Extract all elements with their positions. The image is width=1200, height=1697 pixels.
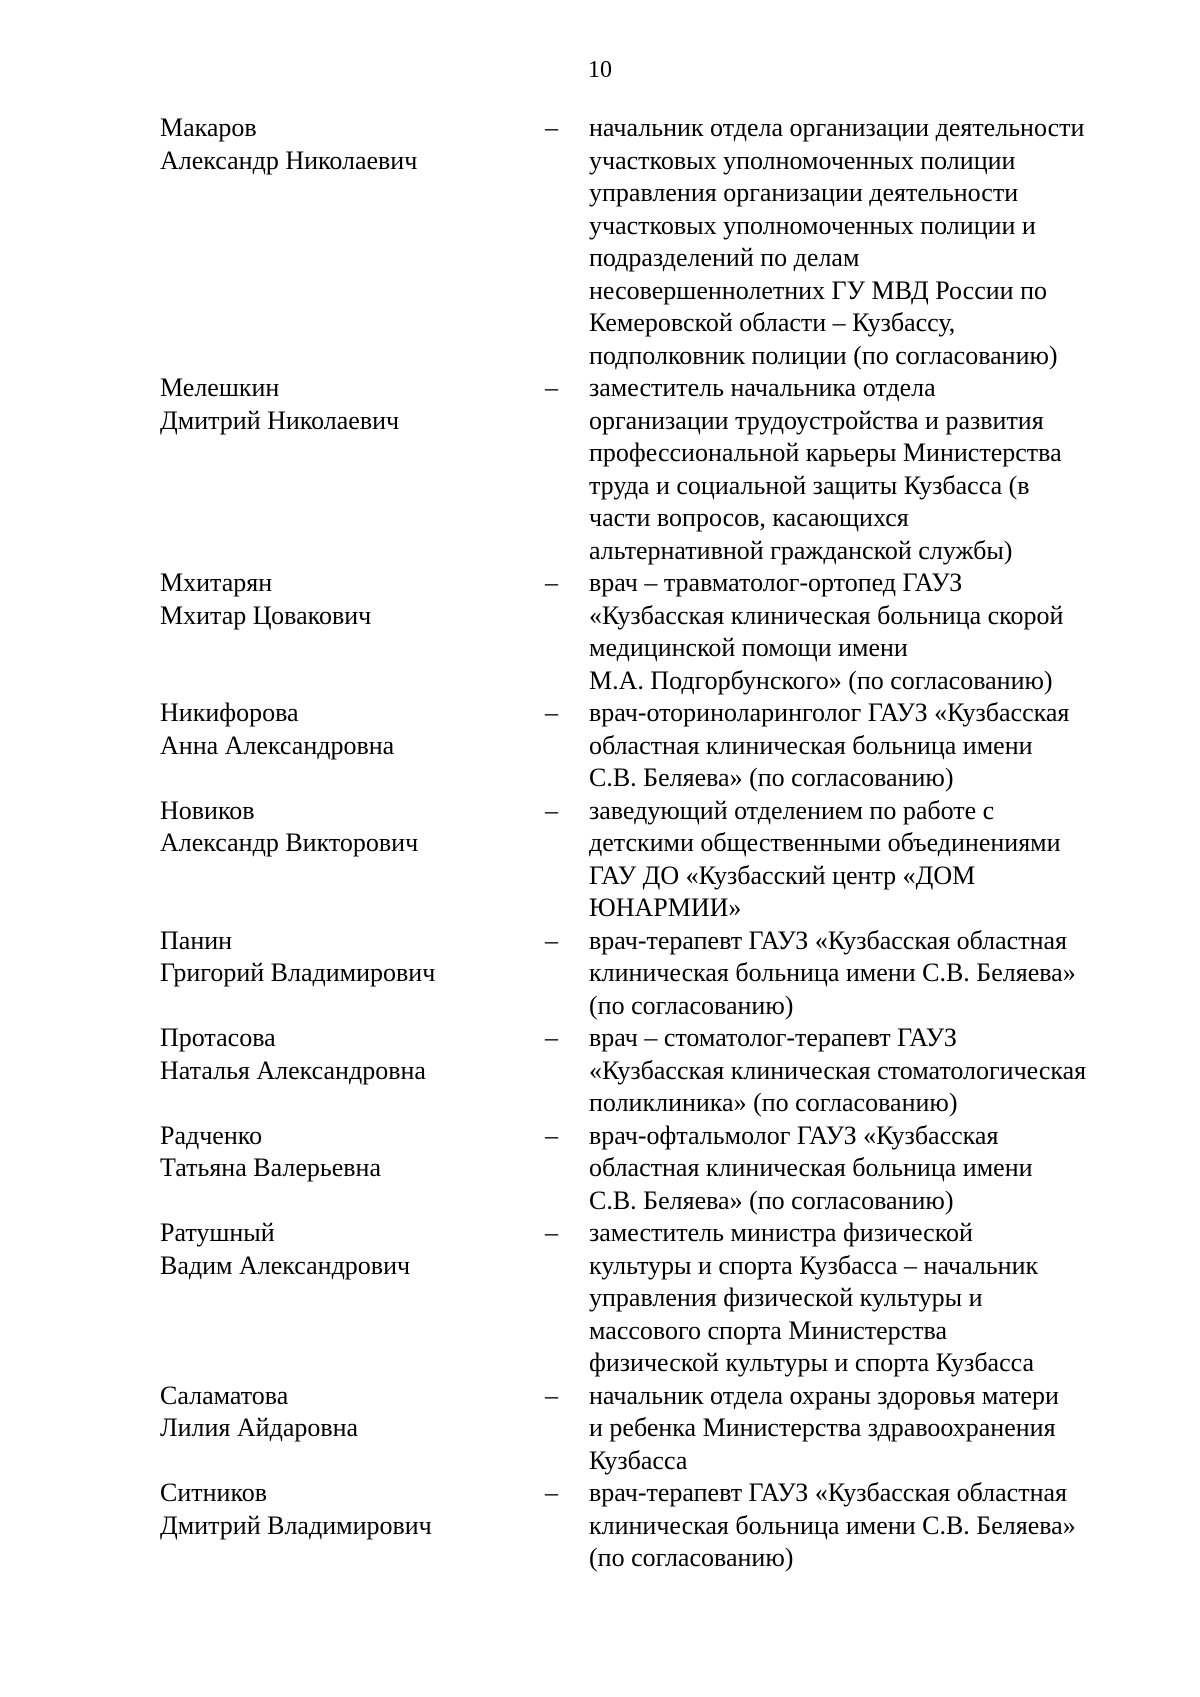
member-entry <box>160 1120 1140 1218</box>
position-line: культуры и спорта Кузбасса – начальник <box>589 1250 1039 1280</box>
member-position <box>589 1120 1139 1218</box>
position-line: подполковник полиции (по согласованию) <box>589 340 1058 370</box>
dash-separator: – <box>545 113 558 142</box>
member-given-names: Наталья Александровна <box>160 1055 426 1085</box>
member-name <box>160 1477 545 1542</box>
position-line: профессиональной карьеры Министерства <box>589 438 1062 467</box>
member-surname: Никифорова <box>160 698 299 727</box>
position-line: врач-терапевт ГАУЗ «Кузбасская областная <box>589 925 1067 955</box>
position-line: труда и социальной защиты Кузбасса (в <box>589 470 1030 500</box>
position-line: С.В. Беляева» (по согласованию) <box>589 763 954 792</box>
member-list <box>160 112 1140 1575</box>
member-position <box>589 112 1139 372</box>
position-line: подразделений по делам <box>589 243 860 272</box>
member-name <box>160 567 545 632</box>
member-name <box>160 1120 545 1185</box>
position-line: ЮНАРМИИ» <box>589 893 742 922</box>
position-line: Кузбасса <box>589 1445 688 1475</box>
position-line: врач – стоматолог-терапевт ГАУЗ <box>589 1023 957 1052</box>
position-line: организации трудоустройства и развития <box>589 405 1044 435</box>
member-surname: Саламатова <box>160 1380 289 1410</box>
dash-separator: – <box>545 698 558 727</box>
position-line: управления организации деятельности <box>589 178 1019 207</box>
dash-separator: – <box>545 1478 558 1507</box>
member-entry <box>160 1022 1140 1120</box>
position-line: врач – травматолог-ортопед ГАУЗ <box>589 568 963 597</box>
dash-separator: – <box>545 1380 558 1410</box>
position-line: альтернативной гражданской службы) <box>589 535 1013 565</box>
position-line: клиническая больница имени С.В. Беляева» <box>589 1510 1076 1540</box>
member-name <box>160 1380 545 1445</box>
member-position <box>589 567 1139 697</box>
member-entry <box>160 1477 1140 1575</box>
position-line: заместитель начальника отдела <box>589 373 936 402</box>
position-line: заместитель министра физической <box>589 1218 973 1247</box>
member-name <box>160 697 545 762</box>
member-given-names: Дмитрий Николаевич <box>160 405 400 435</box>
position-line: врач-терапевт ГАУЗ «Кузбасская областная <box>589 1478 1067 1507</box>
member-given-names: Григорий Владимирович <box>160 958 436 987</box>
position-line: и ребенка Министерства здравоохранения <box>589 1413 1056 1442</box>
member-entry <box>160 1380 1140 1478</box>
member-name <box>160 795 545 860</box>
member-name <box>160 1217 545 1282</box>
position-line: (по согласованию) <box>589 990 794 1020</box>
position-line: «Кузбасская клиническая больница скорой <box>589 600 1064 630</box>
member-surname: Панин <box>160 925 233 955</box>
member-position <box>589 1380 1139 1478</box>
member-entry <box>160 372 1140 567</box>
position-line: участковых уполномоченных полиции и <box>589 210 1036 240</box>
position-line: несовершеннолетних ГУ МВД России по <box>589 275 1047 305</box>
position-line: ГАУ ДО «Кузбасский центр «ДОМ <box>589 860 976 890</box>
member-surname: Ситников <box>160 1478 268 1507</box>
member-position <box>589 1022 1139 1120</box>
member-entry <box>160 925 1140 1023</box>
member-surname: Мхитарян <box>160 568 273 597</box>
position-line: массового спорта Министерства <box>589 1315 948 1345</box>
position-line: «Кузбасская клиническая стоматологическая <box>589 1055 1087 1085</box>
member-given-names: Вадим Александрович <box>160 1250 411 1280</box>
member-given-names: Мхитар Цовакович <box>160 600 372 630</box>
position-line: управления физической культуры и <box>589 1283 983 1312</box>
position-line: участковых уполномоченных полиции <box>589 145 1016 175</box>
page-number: 10 <box>588 57 612 83</box>
dash-separator: – <box>545 1218 558 1247</box>
member-surname: Макаров <box>160 113 257 142</box>
member-entry <box>160 1217 1140 1380</box>
position-line: С.В. Беляева» (по согласованию) <box>589 1185 954 1215</box>
dash-separator: – <box>545 1023 558 1052</box>
member-surname: Радченко <box>160 1120 263 1150</box>
member-entry <box>160 795 1140 925</box>
member-name <box>160 1022 545 1087</box>
dash-separator: – <box>545 795 558 825</box>
member-surname: Мелешкин <box>160 373 280 402</box>
member-position <box>589 1477 1139 1575</box>
position-line: медицинской помощи имени <box>589 633 908 662</box>
member-entry <box>160 112 1140 372</box>
position-line: начальник отдела организации деятельности <box>589 113 1085 142</box>
dash-separator: – <box>545 1120 558 1150</box>
member-name <box>160 925 545 990</box>
dash-separator: – <box>545 373 558 402</box>
member-given-names: Татьяна Валерьевна <box>160 1153 381 1182</box>
position-line: Кемеровской области – Кузбассу, <box>589 308 956 337</box>
dash-separator: – <box>545 568 558 597</box>
position-line: детскими общественными объединениями <box>589 828 1061 857</box>
position-line: врач-офтальмолог ГАУЗ «Кузбасская <box>589 1120 999 1150</box>
member-given-names: Лилия Айдаровна <box>160 1413 359 1442</box>
member-name <box>160 372 545 437</box>
member-position <box>589 925 1139 1023</box>
member-position <box>589 795 1139 925</box>
member-given-names: Дмитрий Владимирович <box>160 1510 432 1540</box>
member-position <box>589 697 1139 795</box>
member-surname: Новиков <box>160 795 255 825</box>
position-line: (по согласованию) <box>589 1543 794 1572</box>
member-position <box>589 372 1139 567</box>
member-given-names: Александр Викторович <box>160 828 419 857</box>
position-line: физической культуры и спорта Кузбасса <box>589 1348 1035 1377</box>
position-line: поликлиника» (по согласованию) <box>589 1088 958 1117</box>
position-line: М.А. Подгорбунского» (по согласованию) <box>589 665 1053 695</box>
position-line: врач-оториноларинголог ГАУЗ «Кузбасская <box>589 698 1070 727</box>
dash-separator: – <box>545 925 558 955</box>
member-surname: Ратушный <box>160 1218 275 1247</box>
member-name <box>160 112 545 177</box>
member-given-names: Анна Александровна <box>160 730 395 760</box>
member-entry <box>160 567 1140 697</box>
position-line: клиническая больница имени С.В. Беляева» <box>589 958 1076 987</box>
member-given-names: Александр Николаевич <box>160 145 418 175</box>
member-entry <box>160 697 1140 795</box>
position-line: областная клиническая больница имени <box>589 1153 1033 1182</box>
member-surname: Протасова <box>160 1023 276 1052</box>
position-line: начальник отдела охраны здоровья матери <box>589 1380 1059 1410</box>
position-line: части вопросов, касающихся <box>589 503 909 532</box>
member-position <box>589 1217 1139 1380</box>
position-line: областная клиническая больница имени <box>589 730 1033 760</box>
position-line: заведующий отделением по работе с <box>589 795 995 825</box>
